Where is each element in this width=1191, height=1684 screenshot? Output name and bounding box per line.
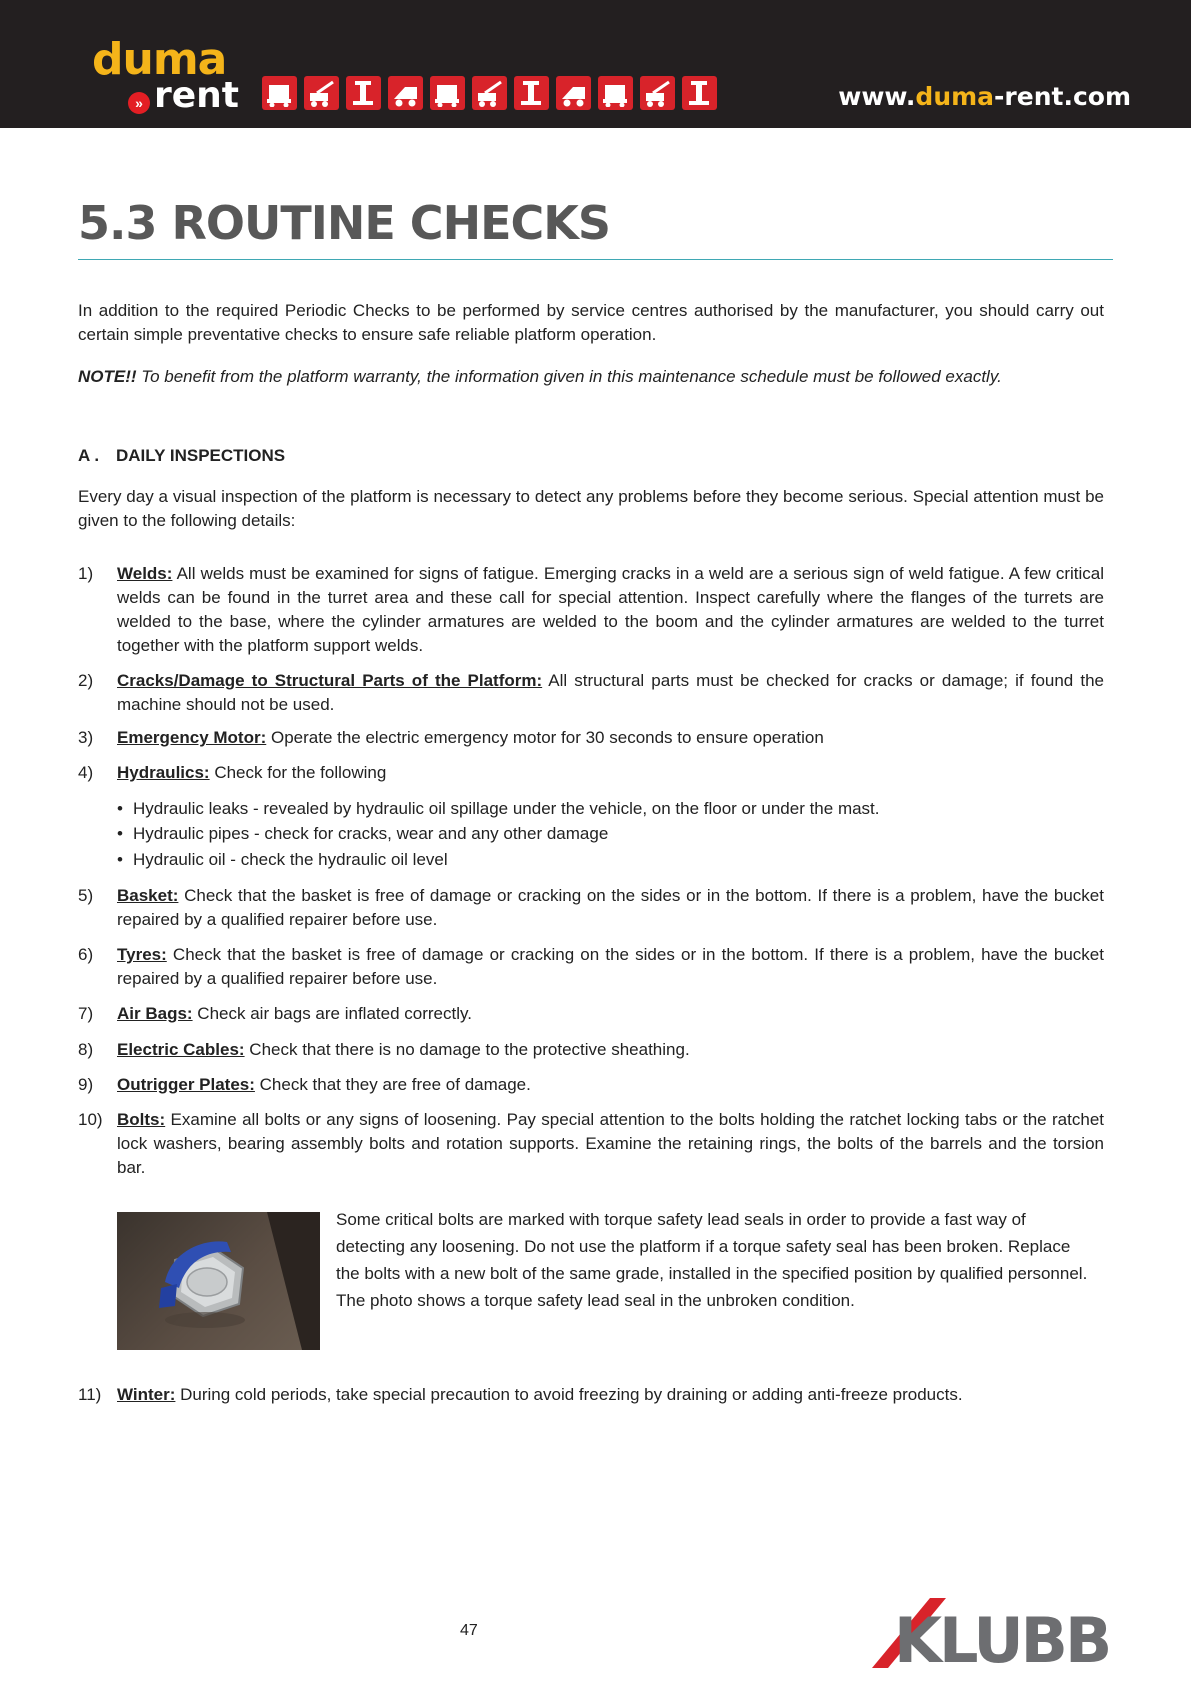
item-term: Outrigger Plates:: [117, 1075, 255, 1094]
website-suffix: -rent.com: [994, 82, 1131, 111]
list-item: [78, 1383, 1104, 1407]
klubb-logo-mark: [872, 1596, 1122, 1670]
item-number: 9): [78, 1075, 94, 1094]
item-number: 4): [78, 763, 94, 782]
item-term: Emergency Motor:: [117, 728, 267, 747]
hydraulic-bullet: [117, 848, 448, 872]
telehandler-icon: [304, 76, 339, 110]
item-text: Check that there is no damage to the protective sheathing.: [244, 1040, 690, 1059]
hydraulic-bullet: [117, 822, 608, 846]
item-text: During cold periods, take special precaution to avoid freezing by draining or adding anti-freeze products.: [175, 1385, 963, 1404]
item-term: Tyres:: [117, 945, 167, 964]
item-number: 6): [78, 945, 94, 964]
forklift-icon: [388, 76, 423, 110]
note-paragraph: [78, 365, 1104, 389]
list-item: [78, 761, 1104, 785]
mobile-crane-icon: [682, 76, 717, 110]
bullet-icon: •: [117, 850, 123, 869]
section-letter: A .: [78, 446, 100, 465]
dumper-icon: [472, 76, 507, 110]
page-title: 5.3 ROUTINE CHECKS: [78, 196, 611, 250]
note-text: To benefit from the platform warranty, the information given in this maintenance schedule must be followed exactly.: [136, 367, 1002, 386]
bullet-text: Hydraulic leaks - revealed by hydraulic oil spillage under the vehicle, on the floor or under the mast.: [133, 799, 880, 818]
item-number: 7): [78, 1004, 94, 1023]
item-number: 5): [78, 886, 94, 905]
item-term: Basket:: [117, 886, 179, 905]
page-number: 47: [460, 1622, 478, 1639]
torque-seal-photo: [117, 1212, 320, 1350]
bullet-icon: •: [117, 824, 123, 843]
item-number: 2): [78, 671, 94, 690]
list-item: [78, 669, 1104, 717]
section-intro: Every day a visual inspection of the platform is necessary to detect any problems before they become serious. Special attention must be given to the following details:: [78, 487, 1104, 530]
machine-icon-strip: [262, 76, 717, 110]
item-number: 11): [78, 1385, 102, 1404]
list-item: [78, 562, 1104, 658]
title-divider: [78, 259, 1113, 260]
hydraulic-bullet: [117, 797, 880, 821]
list-item: [78, 1073, 1104, 1097]
note-label: NOTE!!: [78, 367, 137, 386]
item-number: 1): [78, 564, 94, 583]
item-text: Examine all bolts or any signs of loosening. Pay special attention to the bolts holding the ratchet locking tabs or the ratchet lock washers, bearing assembly bolts and rotation supports. Examine the retaining rings, the bolts of the barrels and the torsion bar.: [117, 1110, 1104, 1177]
logo-arrows-icon: »: [128, 92, 150, 114]
bullet-text: Hydraulic oil - check the hydraulic oil level: [133, 850, 448, 869]
item-term: Welds:: [117, 564, 173, 583]
section-title: DAILY INSPECTIONS: [116, 446, 286, 465]
logo-rent-text: rent: [154, 75, 240, 116]
item-text: All welds must be examined for signs of fatigue. Emerging cracks in a weld are a serious sign of weld fatigue. A few critical welds can be found in the turret area and these call for special attention. Inspect carefully where the flanges of the turrets are welded to the base, where the cylinder armatures are welded to the boom and the cylinder armatures are welded to the turret together with the platform support welds.: [117, 564, 1104, 655]
vertical-mast-icon: [346, 76, 381, 110]
item-term: Bolts:: [117, 1110, 166, 1129]
website-prefix: www.: [838, 82, 916, 111]
item-text: Check that they are free of damage.: [254, 1075, 531, 1094]
item-term: Winter:: [117, 1385, 176, 1404]
item-number: 10): [78, 1110, 103, 1129]
scissor-lift-icon: [262, 76, 297, 110]
truck-crane-icon: [514, 76, 549, 110]
item-text: Check for the following: [209, 763, 387, 782]
duma-rent-logo: [92, 36, 242, 120]
logo-duma-text: duma: [92, 34, 227, 85]
item-text: Operate the electric emergency motor for 30 seconds to ensure operation: [266, 728, 824, 747]
klubb-wordmark: KLUBB: [894, 1604, 1110, 1670]
website-address: [838, 82, 1131, 111]
section-heading: [78, 446, 285, 466]
spider-lift-icon: [640, 76, 675, 110]
item-term: Hydraulics:: [117, 763, 210, 782]
klubb-logo: [872, 1596, 1122, 1670]
item-number: 8): [78, 1040, 94, 1059]
list-item: [78, 1038, 1104, 1062]
bolt-photo-illustration: [117, 1212, 320, 1350]
list-item: [78, 884, 1104, 932]
bullet-icon: •: [117, 799, 123, 818]
item-text: Check that the basket is free of damage or cracking on the sides or in the bottom. If there is a problem, have the bucket repaired by a qualified repairer before use.: [117, 945, 1104, 988]
bullet-text: Hydraulic pipes - check for cracks, wear and any other damage: [133, 824, 609, 843]
item-term: Cracks/Damage to Structural Parts of the Platform:: [117, 671, 543, 690]
list-item: [78, 1108, 1104, 1180]
excavator-icon: [556, 76, 591, 110]
website-accent: duma: [915, 82, 995, 111]
boom-lift-icon: [598, 76, 633, 110]
item-number: 3): [78, 728, 94, 747]
photo-caption: Some critical bolts are marked with torque safety lead seals in order to provide a fast way of detecting any loosening. Do not use the platform if a torque safety seal has been broken. Replace the bolts with a new bolt of the same grade, installed in the specified position by qualified personnel. The photo shows a torque safety lead seal in the unbroken condition.: [336, 1210, 1088, 1310]
item-term: Electric Cables:: [117, 1040, 245, 1059]
list-item: [78, 1002, 1104, 1026]
list-item: [78, 726, 1104, 750]
item-text: Check air bags are inflated correctly.: [192, 1004, 472, 1023]
intro-paragraph: In addition to the required Periodic Checks to be performed by service centres authorised by the manufacturer, you should carry out certain simple preventative checks to ensure safe reliable platform operation.: [78, 301, 1104, 344]
item-text: All structural parts must be checked for cracks or damage; if found the machine should not be used.: [117, 671, 1104, 714]
skid-steer-icon: [430, 76, 465, 110]
page-header: [0, 0, 1191, 128]
list-item: [78, 943, 1104, 991]
item-text: Check that the basket is free of damage or cracking on the sides or in the bottom. If there is a problem, have the bucket repaired by a qualified repairer before use.: [117, 886, 1104, 929]
item-term: Air Bags:: [117, 1004, 193, 1023]
